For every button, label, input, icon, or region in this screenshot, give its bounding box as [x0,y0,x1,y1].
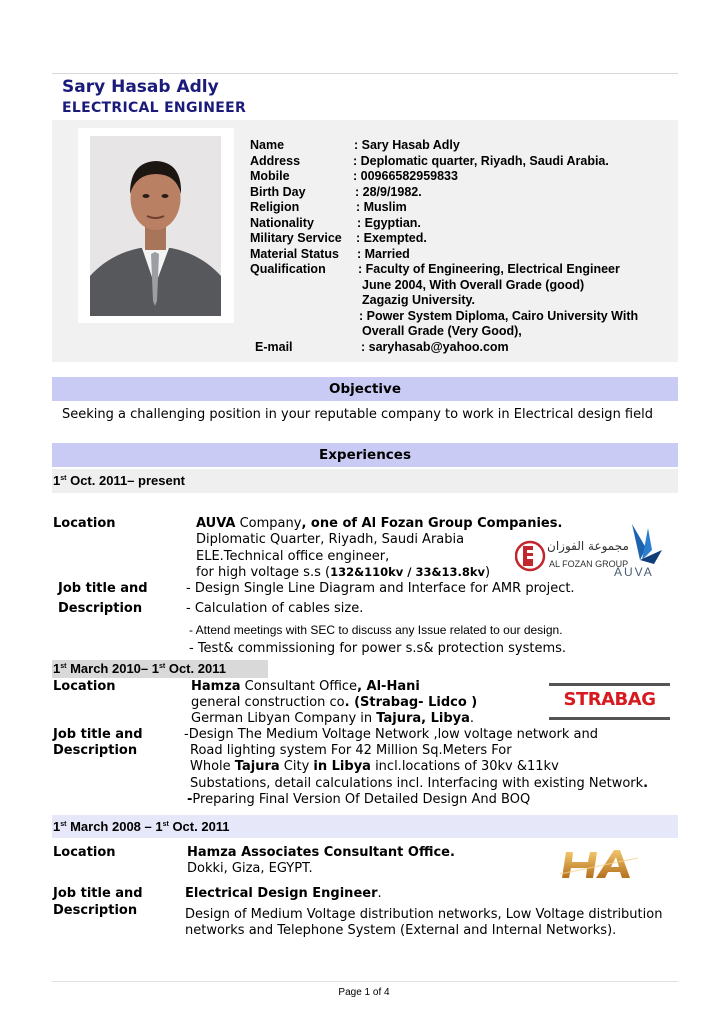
job1-date: 1st Oct. 2011– present [53,473,185,488]
job2-title-label: Job title and [53,727,143,742]
ha-logo-mark [560,848,638,881]
info-value-name: : Sary Hasab Adly [354,138,460,152]
info-value-nationality: : Egyptian. [357,215,421,230]
info-key-military: Military Service [250,231,342,245]
al-fozan-english: AL FOZAN GROUP [549,559,629,569]
qualification-line-5: Overall Grade (Very Good), [362,324,522,338]
info-key-email: E-mail [255,340,293,354]
auva-text: AUVA [614,565,654,579]
info-value-religion: : Muslim [356,200,407,214]
job3-address: Dokki, Giza, EGYPT. [187,861,313,876]
job3-company: Hamza Associates Consultant Office. [187,845,455,860]
job1-desc-label: Description [58,601,143,616]
job3-role: Electrical Design Engineer. [185,886,382,901]
job1-duty-4: - Test& commissioning for power s.s& protection systems. [189,641,567,656]
info-value-email: : saryhasab@yahoo.com [361,340,509,354]
job1-company: AUVA Company, one of Al Fozan Group Companies. [196,516,563,531]
qualification-line-2: June 2004, With Overall Grade (good) [362,277,585,292]
job1-voltage: for high voltage s.s (132&110kv / 33&13.8kv) [196,565,491,580]
objective-heading: Objective [52,377,678,401]
job3-date: 1st March 2008 – 1st Oct. 2011 [53,819,230,834]
strabag-text: STRABAG [563,689,656,710]
qualification-line-4: : Power System Diploma, Cairo University With [359,308,639,323]
info-key-mobile: Mobile [250,169,290,183]
candidate-name: Sary Hasab Adly [62,77,219,97]
al-fozan-arabic: مجموعة الفوزان [547,539,629,553]
info-key-nationality: Nationality [250,215,314,230]
job2-company-line3: German Libyan Company in Tajura, Libya. [191,711,475,726]
job1-duty-1: - Design Single Line Diagram and Interface for AMR project. [186,581,575,596]
qualification-line-3: Zagazig University. [362,293,475,307]
info-key-religion: Religion [250,200,300,214]
job1-title-label: Job title and [58,581,148,596]
info-value-birthday: : 28/9/1982. [355,184,422,199]
job2-location-label: Location [53,679,116,694]
job1-duty-3: - Attend meetings with SEC to discuss any Issue related to our design. [189,623,563,637]
experiences-heading: Experiences [52,443,678,467]
objective-text: Seeking a challenging position in your reputable company to work in Electrical design field [62,407,653,422]
job1-location-label: Location [53,516,116,531]
info-value-status: : Married [357,246,410,261]
job2-desc-1: -Design The Medium Voltage Network ,low voltage network and [184,727,598,742]
job3-desc-1: Design of Medium Voltage distribution networks, Low Voltage distribution [185,907,663,922]
job1-duty-2: - Calculation of cables size. [186,601,364,616]
info-value-qualification: : Faculty of Engineering, Electrical Engineer [358,262,620,276]
al-fozan-logo [515,535,629,577]
strabag-logo [549,683,670,720]
hamza-associates-logo [560,848,638,881]
job2-desc-label: Description [53,743,138,758]
job1-address: Diplomatic Quarter, Riyadh, Saudi Arabia [196,532,465,547]
job2-company-line2: general construction co. (Strabag- Lidco ) [191,695,478,710]
job2-desc-5: -Preparing Final Version Of Detailed Design And BOQ [187,792,531,807]
job2-desc-2: Road lighting system For 42 Million Sq.Meters For [190,743,512,758]
top-rule [52,73,678,74]
info-value-mobile: : 00966582959833 [353,169,458,183]
info-key-name: Name [250,138,285,152]
profile-photo [90,136,221,316]
job2-desc-3: Whole Tajura City in Libya incl.locations of 30kv &11kv [190,759,559,774]
candidate-title: ELECTRICAL ENGINEER [62,100,247,116]
job2-desc-4: Substations, detail calculations incl. Interfacing with existing Network. [190,776,649,791]
info-key-birthday: Birth Day [250,184,306,199]
job2-date: 1st March 2010– 1st Oct. 2011 [53,661,226,676]
job3-desc-2: networks and Telephone System (External and Internal Networks). [185,923,617,938]
job3-location-label: Location [53,845,116,860]
auva-logo [614,520,678,582]
auva-bird-icon [614,520,678,566]
info-key-status: Material Status [250,246,339,261]
job1-position: ELE.Technical office engineer, [196,549,390,564]
info-key-qualification: Qualification [250,262,326,276]
info-key-address: Address [250,153,301,168]
footer-rule [52,981,678,982]
job3-title-label: Job title and [53,886,143,901]
page-number: Page 1 of 4 [338,987,390,998]
info-value-military: : Exempted. [356,231,427,245]
job2-company: Hamza Consultant Office, Al-Hani [191,679,420,694]
job3-desc-label: Description [53,903,138,918]
info-value-address: : Deplomatic quarter, Riyadh, Saudi Arabia. [353,153,609,168]
